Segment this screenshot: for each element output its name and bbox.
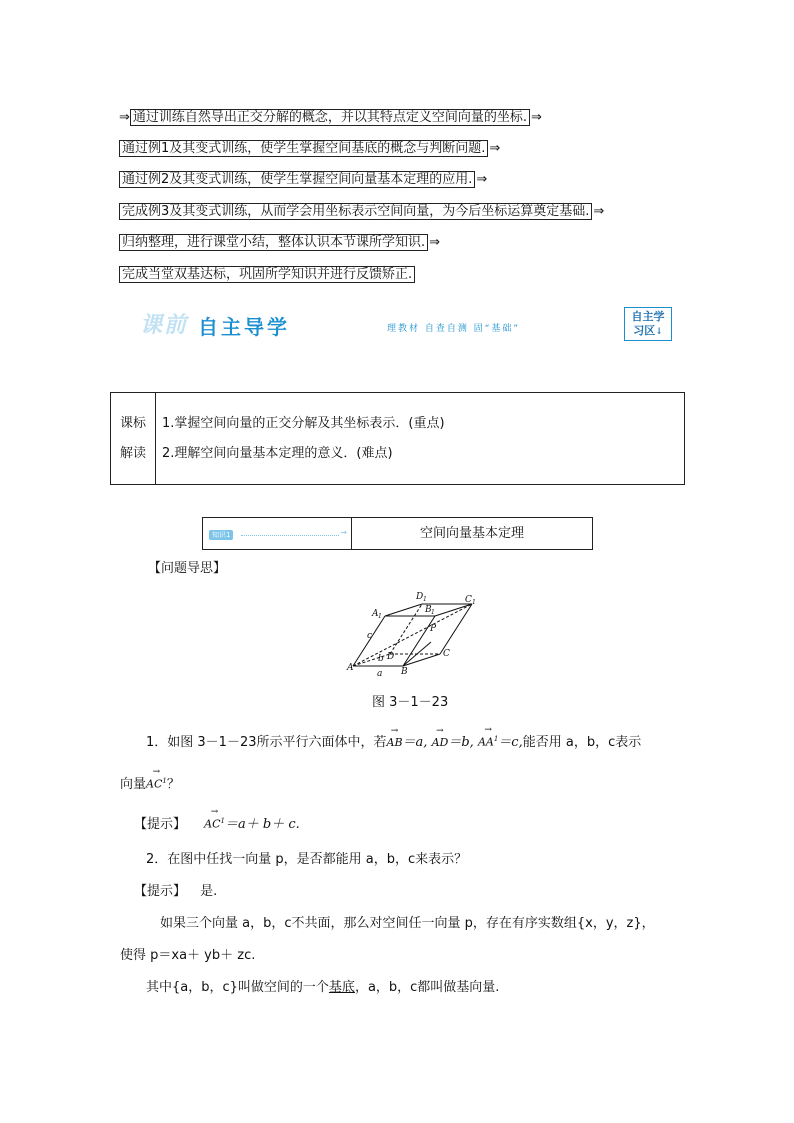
theorem-line-3-tail: ，a，b，c都叫做基向量. [354, 980, 500, 995]
label-B1-sub: 1 [431, 609, 435, 616]
flow-line-1 [119, 106, 542, 125]
label-p: P [430, 624, 437, 634]
edge-A1D1 [385, 604, 422, 616]
hint-2 [134, 880, 217, 899]
question-1-line-2 [120, 773, 180, 792]
flow-arrow: ⇒ [119, 110, 130, 125]
label-B1: B [425, 605, 432, 615]
standards-label-1: 课标 [119, 415, 146, 431]
label-A1: A [372, 609, 379, 619]
standards-content [156, 393, 685, 485]
flow-arrow: ⇒ [476, 172, 488, 187]
label-A: A [347, 663, 354, 673]
theorem-line-3-text: 其中{a，b，c}叫做空间的一个 [146, 980, 329, 995]
banner-title: 自主导学 [198, 315, 290, 339]
flow-line-4 [119, 200, 604, 219]
label-A1-sub: 1 [378, 613, 382, 620]
label-c: c [367, 631, 373, 641]
hint-2-label: 【提示】 [134, 884, 187, 899]
edge-DD1 [390, 604, 422, 654]
eq-a: ＝a, [402, 735, 428, 750]
hint-1-expression: ＝a＋ b＋ c. [225, 817, 300, 832]
knowledge-tag-cell [203, 518, 352, 549]
figure-caption: 图 3－1－23 [372, 695, 449, 710]
hint-2-text: 是. [200, 884, 218, 899]
label-C1: C [465, 595, 472, 605]
label-a: a [377, 669, 383, 679]
eq-b: ＝b, [448, 735, 474, 750]
flow-arrow: ⇒ [531, 110, 542, 125]
hint-1 [134, 813, 300, 832]
question-1-line2-text: 向量 [120, 777, 147, 792]
flow-line-2 [119, 137, 500, 156]
question-1-text: 1．如图 3－1－23所示平行六面体中，若 [146, 735, 387, 750]
standards-label [111, 393, 156, 485]
section-banner [134, 305, 682, 347]
question-2: 2．在图中任找一向量 p，是否都能用 a，b，c来表示？ [146, 852, 468, 867]
edge-B1C1 [435, 604, 472, 616]
knowledge-heading [202, 517, 593, 550]
flow-line-6 [119, 263, 415, 282]
flow-arrow: ⇒ [489, 141, 501, 156]
eq-c: ＝c, [498, 735, 523, 750]
knowledge-title: 空间向量基本定理 [419, 526, 524, 541]
basis-term: 基底 [328, 980, 355, 995]
vector-AC1: → $AC^1$ [146, 777, 167, 791]
banner-title-light: 课前 [140, 312, 189, 338]
vector-AC1: → $AC^1$ [204, 817, 225, 831]
parallelepiped-figure [343, 588, 493, 680]
flow-line-5 [119, 231, 440, 250]
standards-label-2: 解读 [119, 445, 146, 461]
theorem-line-1: 如果三个向量 a，b，c不共面，那么对空间任一向量 p，存在有序实数组{x，y，z}， [160, 916, 655, 931]
section-title: 【问题导思】 [148, 561, 227, 576]
question-1-line-1 [146, 731, 641, 750]
flow-box: 归纳整理，进行课堂小结，整体认识本节课所学知识. [119, 234, 428, 251]
question-mark: ？ [166, 777, 180, 792]
standards-item-1: 1.掌握空间向量的正交分解及其坐标表示．(重点) [162, 415, 445, 431]
theorem-line-3 [146, 976, 499, 995]
standards-table [110, 392, 685, 485]
question-1-tail: 能否用 a，b，c表示 [522, 735, 642, 750]
flow-box: 完成当堂双基达标，巩固所学知识并进行反馈矫正. [119, 266, 415, 283]
label-b: b [378, 654, 384, 664]
label-B: B [401, 667, 408, 677]
flow-box: 完成例3及其变式训练，从而学会用坐标表示空间向量，为今后坐标运算奠定基础. [119, 203, 592, 220]
flow-arrow: ⇒ [429, 235, 441, 250]
standards-item-2: 2.理解空间向量基本定理的意义．(难点) [162, 445, 393, 461]
flow-box: 通过例1及其变式训练，使学生掌握空间基底的概念与判断问题. [119, 140, 488, 157]
theorem-line-2: 使得 p＝xa＋ yb＋ zc. [120, 948, 256, 963]
edge-CC1 [440, 604, 472, 654]
flow-arrow: ⇒ [593, 204, 605, 219]
hint-1-label: 【提示】 [134, 817, 187, 832]
banner-badge [624, 307, 672, 341]
badge-line-1: 自主学 [631, 310, 665, 323]
label-D1: D [416, 592, 424, 602]
vector-AB: → AB [387, 736, 403, 749]
edge-BC [403, 654, 440, 666]
vector-AD: → AD [432, 736, 449, 749]
vector-AA1: → $AA^1$ [478, 735, 498, 749]
label-C1-sub: 1 [472, 599, 476, 606]
dotted-arrow-icon [241, 535, 339, 536]
flow-box: 通过例2及其变式训练，使学生掌握空间向量基本定理的应用. [119, 171, 475, 188]
label-C: C [443, 649, 450, 659]
flow-box: 通过训练自然导出正交分解的概念，并以其特点定义空间向量的坐标. [130, 109, 530, 126]
badge-line-2: 习区↓ [633, 324, 663, 337]
banner-subtitle: 理教材 自查自测 固“基础” [387, 324, 521, 334]
knowledge-tag: 知识1 [209, 530, 233, 540]
flow-line-3 [119, 168, 487, 187]
label-D: D [387, 652, 395, 662]
arrow-down-icon: ↓ [655, 327, 663, 337]
label-D1-sub: 1 [423, 596, 427, 603]
